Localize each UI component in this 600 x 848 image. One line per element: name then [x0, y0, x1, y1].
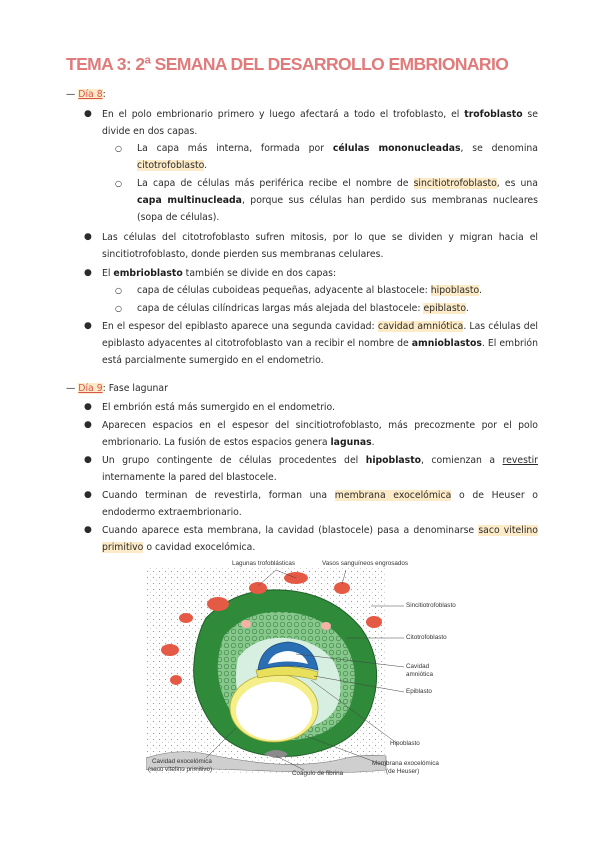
- day9-heading: [66, 380, 168, 397]
- list-item: ● Las células del citotrofoblasto sufren mitosis, por lo que se dividen y migran hacia el sincitiotrofoblasto, donde pierden sus membranas celulares.: [86, 229, 538, 263]
- day8-label: Día 8: [78, 89, 103, 100]
- lacuna: [170, 675, 182, 685]
- day9-suffix: : Fase lagunar: [102, 383, 168, 394]
- page-title: TEMA 3: 2ª SEMANA DEL DESARROLLO EMBRIONARIO: [66, 54, 509, 74]
- label-sincitiotrofoblasto: Sincitiotrofoblasto: [406, 602, 456, 609]
- list-item: ● El embrión está más sumergido en el endometrio.: [86, 399, 538, 416]
- bullet-icon: ●: [84, 268, 92, 278]
- lacuna: [241, 620, 251, 628]
- bullet-icon: ●: [84, 525, 92, 535]
- label-membrana-1: Membrana exocelómica: [372, 760, 439, 767]
- label-cavidad-amniotica-1: Cavidad: [406, 663, 430, 670]
- bullet-icon: ●: [84, 109, 92, 119]
- lacuna: [249, 582, 267, 594]
- bullet-icon: ●: [84, 420, 92, 430]
- list-item: ● Cuando aparece esta membrana, la cavidad (blastocele) pasa a denominarse saco vitelino primitivo o cavidad exocelómica.: [86, 522, 538, 556]
- list-item: ● Aparecen espacios en el espesor del sincitiotrofoblasto, más precozmente por el polo embrionario. La fusión de estos espacios genera lagunas.: [86, 417, 538, 451]
- label-cavidad-amniotica-2: amniótica: [406, 671, 433, 678]
- circle-bullet-icon: ○: [115, 144, 122, 153]
- dash-marker: —: [66, 383, 76, 394]
- lacuna: [321, 622, 331, 630]
- embryo-diagram: [146, 558, 456, 782]
- list-item: ● En el espesor del epiblasto aparece una segunda cavidad: cavidad amniótica. Las células del epiblasto adyacentes al citotrofoblasto van a recibir el nombre de amnioblastos. El embrión está parcialmente sumergido en el endometrio.: [86, 318, 538, 369]
- label-lagunas: Lagunas trofoblásticas: [232, 560, 296, 567]
- list-subitem: ○ La capa más interna, formada por células mononucleadas, se denomina citotrofoblasto.: [118, 140, 538, 174]
- circle-bullet-icon: ○: [115, 179, 122, 188]
- dash-marker: —: [66, 89, 76, 100]
- label-vasos: Vasos sanguíneos engrosados: [322, 560, 409, 567]
- day8-heading: [66, 86, 106, 103]
- bullet-icon: ●: [84, 402, 92, 412]
- bullet-icon: ●: [84, 490, 92, 500]
- lacuna: [366, 616, 382, 628]
- list-subitem: ○ La capa de células más periférica recibe el nombre de sincitiotrofoblasto, es una capa multinucleada, porque sus células han perdido sus membranas nucleares (sopa de células).: [118, 175, 538, 226]
- list-subitem: ○ capa de células cuboideas pequeñas, adyacente al blastocele: hipoblasto.: [118, 282, 538, 299]
- label-citotrofoblasto: Citotrofoblasto: [406, 634, 447, 641]
- label-hipoblasto: Hipoblasto: [390, 740, 420, 747]
- circle-bullet-icon: ○: [115, 286, 122, 295]
- list-subitem: ○ capa de células cilíndricas largas más alejada del blastocele: epiblasto.: [118, 300, 538, 317]
- label-epiblasto: Epiblasto: [406, 688, 432, 695]
- label-exocelomica-1: Cavidad exocelómica: [152, 758, 212, 765]
- list-item: ● Cuando terminan de revestirla, forman una membrana exocelómica o de Heuser o endodermo extraembrionario.: [86, 487, 538, 521]
- lacuna: [207, 597, 229, 611]
- lacuna: [179, 613, 193, 623]
- list-item: ● En el polo embrionario primero y luego afectará a todo el trofoblasto, el trofoblasto se divide en dos capas.: [86, 106, 538, 140]
- day8-suffix: :: [102, 89, 106, 100]
- list-item: ● Un grupo contingente de células procedentes del hipoblasto, comienzan a revestir internamente la pared del blastocele.: [86, 452, 538, 486]
- bullet-icon: ●: [84, 455, 92, 465]
- label-exocelomica-2: (saco vitelino primitivo): [148, 766, 213, 773]
- day9-label: Día 9: [78, 383, 103, 394]
- bullet-icon: ●: [84, 232, 92, 242]
- circle-bullet-icon: ○: [115, 304, 122, 313]
- primitive-yolk-sac: [236, 682, 312, 740]
- list-item: ● El embrioblasto también se divide en dos capas:: [86, 265, 538, 282]
- embryo-illustration: [146, 558, 456, 782]
- lacuna: [161, 644, 179, 656]
- bullet-icon: ●: [84, 321, 92, 331]
- label-fibrina: Coágulo de fibrina: [292, 770, 344, 777]
- label-membrana-2: (de Heuser): [386, 768, 420, 775]
